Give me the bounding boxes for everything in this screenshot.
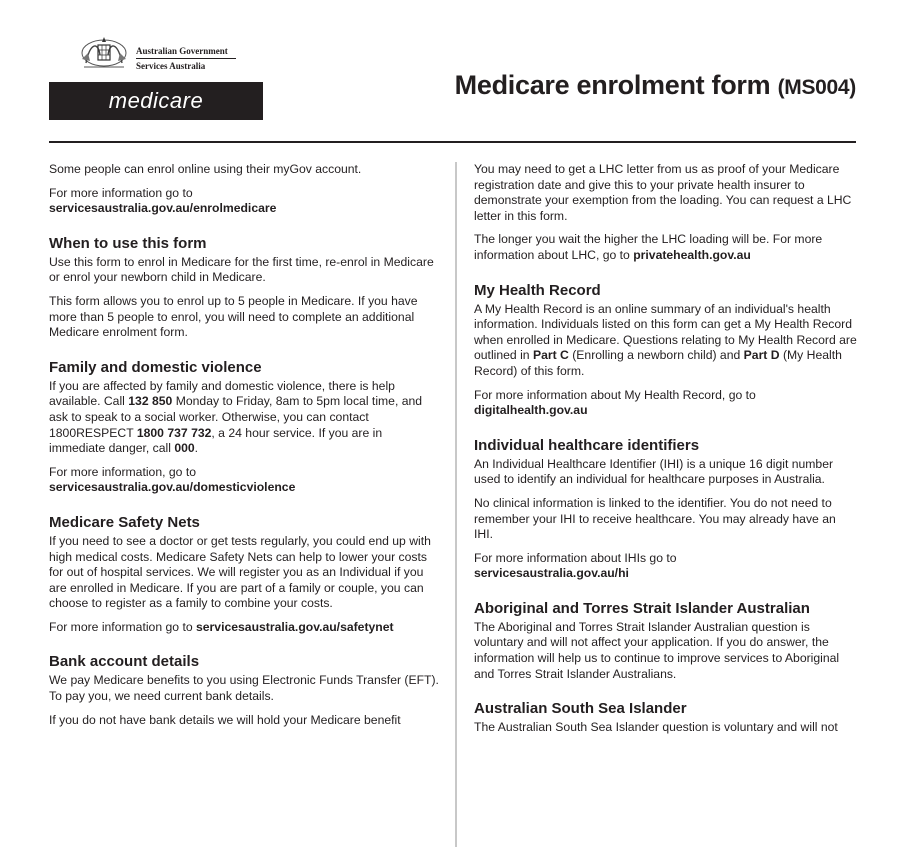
lhc-paragraph-1: You may need to get a LHC letter from us as proof of your Medicare registration date and give this to your private health insurer to demonstrate your exemption from the loading. You can request a LHC letter in this form. xyxy=(474,162,852,223)
fv-text-4: . xyxy=(194,441,199,456)
enrol-medicare-link[interactable]: servicesaustralia.gov.au/enrolmedicare xyxy=(49,201,277,216)
lhc-text: The longer you wait the higher the LHC loading will be. For more information about LHC, go to xyxy=(474,232,823,262)
when-heading: When to use this form xyxy=(49,234,207,252)
private-health-link[interactable]: privatehealth.gov.au xyxy=(633,247,751,262)
header-divider xyxy=(49,141,856,143)
intro-more-text: For more information go to xyxy=(49,185,193,200)
coat-of-arms-icon xyxy=(76,33,132,71)
when-paragraph-2: This form allows you to enrol up to 5 people in Medicare. If you have more than 5 people to enrol, you will need to complete an additional Medicare enrolment form. xyxy=(49,293,418,340)
family-violence-paragraph xyxy=(49,379,439,457)
fv-text-1: If you are affected by family and domestic violence, there is help available. Call xyxy=(49,378,395,409)
ihi-link[interactable]: servicesaustralia.gov.au/hi xyxy=(474,566,629,581)
mhr-text-3: (My Health Record) of this form. xyxy=(474,348,842,378)
safety-nets-heading: Medicare Safety Nets xyxy=(49,513,200,531)
bank-paragraph-1: We pay Medicare benefits to you using Electronic Funds Transfer (EFT). To pay you, we need current bank details. xyxy=(49,673,439,704)
ihi-more-info xyxy=(474,551,858,582)
fv-text-2: Monday to Friday, 8am to 5pm local time, and ask to speak to a social worker. Otherwise, you can contact 1800RESPECT xyxy=(49,394,423,440)
atsi-heading: Aboriginal and Torres Strait Islander Australian xyxy=(474,599,810,617)
south-sea-islander-paragraph: The Australian South Sea Islander question is voluntary and will not xyxy=(474,720,838,735)
phone-number-000: 000 xyxy=(174,441,195,456)
my-health-record-more-info xyxy=(474,388,858,419)
atsi-paragraph: The Aboriginal and Torres Strait Islander Australian question is voluntary and will not affect your application. If you do answer, the information will help us to continue to improve services to Aboriginal and Torres Strait Islander Australians. xyxy=(474,619,840,681)
mhr-text-1: A My Health Record is an online summary of an individual's health information. Individuals listed on this form can get a My Health Record when enrolled in Medicare. Questions relating to My Health Record are outlined in xyxy=(474,301,857,363)
gov-line-1: Australian Government xyxy=(136,46,228,56)
left-column xyxy=(49,162,439,736)
gov-divider xyxy=(136,58,236,59)
family-violence-heading: Family and domestic violence xyxy=(49,358,262,376)
ihi-paragraph-1: An Individual Healthcare Identifier (IHI) is a unique 16 digit number used to identify an individual for healthcare purposes in Australia. xyxy=(474,456,834,487)
safety-nets-paragraph: If you need to see a doctor or get tests regularly, you could end up with high medical costs. Medicare Safety Nets can help to lower your costs for out of hospital services. We will register you as an Individual if you are enrolled in Medicare. If you are part of a family or couple, you can choose to register as a family to combine your costs. xyxy=(49,533,431,611)
column-divider xyxy=(455,162,457,847)
digital-health-link[interactable]: digitalhealth.gov.au xyxy=(474,403,588,418)
page-header xyxy=(0,0,905,150)
ihi-paragraph-2: No clinical information is linked to the identifier. You do not need to remember your IHI to receive healthcare. You may already have an IHI. xyxy=(474,495,836,542)
mhr-text-2: (Enrolling a newborn child) and xyxy=(568,348,744,363)
safety-net-link[interactable]: servicesaustralia.gov.au/safetynet xyxy=(196,619,394,634)
domestic-violence-link[interactable]: servicesaustralia.gov.au/domesticviolence xyxy=(49,480,296,495)
phone-number-132850: 132 850 xyxy=(128,394,173,409)
government-logo-text xyxy=(136,45,236,72)
part-c-ref: Part C xyxy=(532,348,569,363)
my-health-record-paragraph xyxy=(474,302,858,380)
family-violence-more-info xyxy=(49,465,439,496)
south-sea-islander-heading: Australian South Sea Islander xyxy=(474,700,687,718)
gov-line-2: Services Australia xyxy=(136,61,206,71)
lhc-paragraph-2 xyxy=(474,232,858,263)
form-title-text: Medicare enrolment form xyxy=(454,70,771,100)
ihi-more-text: For more information about IHIs go to xyxy=(474,550,677,565)
right-column xyxy=(474,162,858,744)
ihi-heading: Individual healthcare identifiers xyxy=(474,436,700,454)
intro-more-info xyxy=(49,186,439,217)
part-d-ref: Part D xyxy=(743,348,780,363)
intro-line: Some people can enrol online using their myGov account. xyxy=(49,162,362,176)
bank-paragraph-2: If you do not have bank details we will hold your Medicare benefit xyxy=(49,712,401,727)
form-title xyxy=(455,70,856,101)
bank-account-heading: Bank account details xyxy=(49,653,200,671)
phone-number-1800respect: 1800 737 732 xyxy=(136,425,212,440)
fv-more-text: For more information, go to xyxy=(49,464,196,479)
safety-more-text: For more information go to xyxy=(49,619,196,634)
when-paragraph-1: Use this form to enrol in Medicare for the first time, re-enrol in Medicare or enrol your newborn child in Medicare. xyxy=(49,254,434,285)
safety-nets-more-info xyxy=(49,620,439,636)
fv-text-3: , a 24 hour service. If you are in immediate danger, call xyxy=(49,425,383,456)
form-code: (MS004) xyxy=(777,76,856,99)
medicare-brand-bar: medicare xyxy=(49,82,263,120)
mhr-more-text: For more information about My Health Record, go to xyxy=(474,387,756,402)
my-health-record-heading: My Health Record xyxy=(474,281,601,299)
